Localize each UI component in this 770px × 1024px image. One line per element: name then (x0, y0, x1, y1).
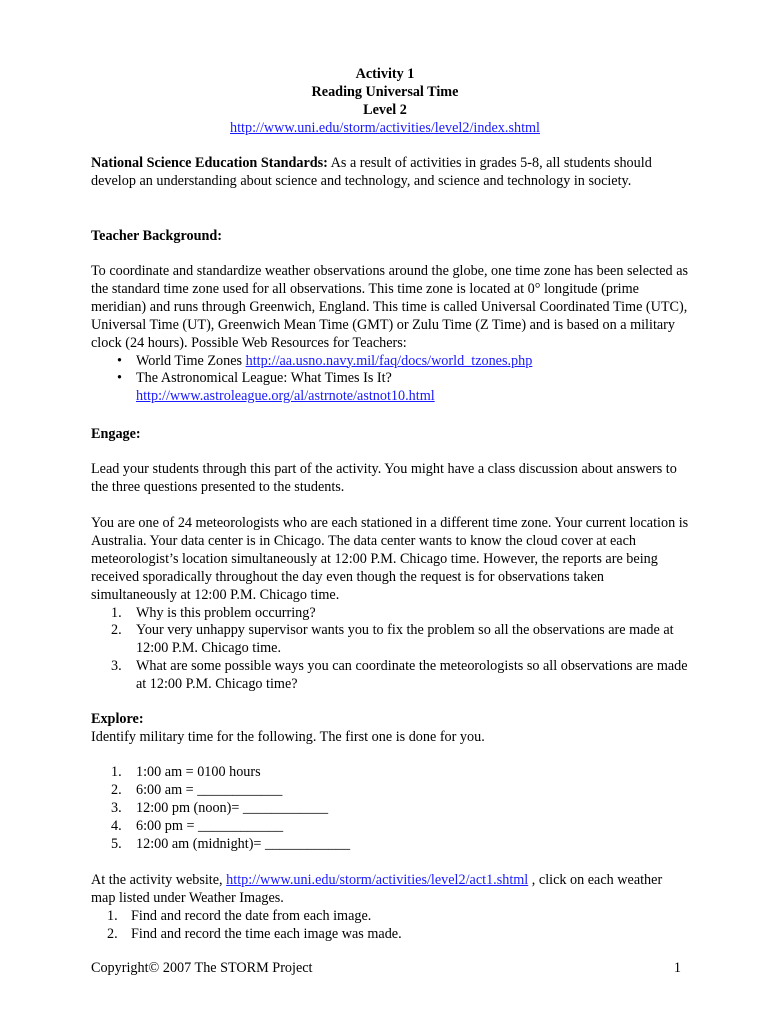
steps-list (91, 908, 689, 944)
list-number: 1. (111, 764, 122, 780)
list-item (91, 908, 689, 926)
resource-link[interactable]: http://www.astroleague.org/al/astrnote/astnot10.html (136, 388, 435, 405)
list-item (91, 764, 689, 782)
list-item (91, 800, 689, 818)
resource-link[interactable]: http://aa.usno.navy.mil/faq/docs/world_tzones.php (245, 352, 533, 369)
standards-paragraph (91, 155, 689, 191)
website-paragraph (91, 872, 689, 908)
list-number: 2. (107, 925, 118, 942)
step-text: Find and record the date from each image. (131, 907, 372, 924)
background-section (91, 263, 689, 406)
item-text: 6:00 pm = ____________ (136, 817, 284, 834)
activity-url-link[interactable]: http://www.uni.edu/storm/activities/level2/index.shtml (230, 120, 540, 136)
list-item (91, 836, 689, 854)
engage-heading: Engage: (91, 426, 141, 442)
list-item (91, 782, 689, 800)
question-text: Why is this problem occurring? (136, 604, 316, 621)
question-text: Your very unhappy supervisor wants you to fix the problem so all the observations are made at 12:00 P.M. Chicago time. (136, 622, 674, 657)
list-number: 4. (111, 817, 122, 834)
page-footer (91, 960, 681, 978)
list-number: 1. (107, 907, 118, 924)
engage-scenario: You are one of 24 meteorologists who are each stationed in a different time zone. Your current location is Australia. Your data center is in Chicago. The data center wants to know the cloud cover at each meteorologist’s location simultaneously at 12:00 P.M. Chicago time. However, the reports are being received sporadically throughout the day even though the request is for observations taken simultaneously at 12:00 P.M. Chicago time. (91, 515, 689, 603)
question-text: What are some possible ways you can coordinate the meteorologists so all observations are made at 12:00 P.M. Chicago time? (136, 658, 688, 693)
engage-scenario-section (91, 515, 689, 694)
item-text: 12:00 pm (noon)= ____________ (136, 799, 329, 816)
list-number: 3. (111, 658, 122, 675)
list-item (91, 926, 689, 944)
item-text: 1:00 am = 0100 hours (136, 764, 261, 780)
bullet: • (117, 370, 122, 387)
list-number: 2. (111, 622, 122, 639)
list-item (91, 622, 689, 658)
item-text: 12:00 am (midnight)= ____________ (136, 835, 351, 852)
bullet: • (117, 352, 122, 369)
background-paragraph: To coordinate and standardize weather observations around the globe, one time zone has been selected as the standard time zone used for all observations. This time zone is located at 0° longitude (prime meridian) and runs through Greenwich, England. This time is called Universal Coordinated Time (UTC), Universal Time (UT), Greenwich Mean Time (GMT) or Zulu Time (Z Time) and is based on a military clock (24 hours). Possible Web Resources for Teachers: (91, 263, 689, 351)
resource-list (91, 353, 689, 407)
standards-text: As a result of activities in grades 5-8, all students should develop an understanding about science and technology, and science and technology in society. (91, 155, 652, 189)
activity-level: Level 2 (363, 102, 407, 118)
standards-label: National Science Education Standards: (91, 155, 328, 171)
list-number: 5. (111, 835, 122, 852)
list-number: 2. (111, 781, 122, 798)
page-number: 1 (673, 960, 681, 976)
list-item (91, 605, 689, 623)
military-time-list (91, 764, 689, 854)
question-list (91, 605, 689, 695)
list-item (91, 658, 689, 694)
explore-instruction: Identify military time for the following. The first one is done for you. (91, 729, 485, 745)
list-number: 3. (111, 799, 122, 816)
activity-website-link[interactable]: http://www.uni.edu/storm/activities/level2/act1.shtml (226, 872, 529, 888)
header-link-row (0, 120, 770, 138)
website-prefix: At the activity website, (91, 872, 227, 888)
step-text: Find and record the time each image was made. (131, 925, 402, 942)
engage-intro: Lead your students through this part of the activity. You might have a class discussion about answers to the three questions presented to the students. (91, 461, 677, 495)
activity-subtitle: Reading Universal Time (311, 84, 459, 100)
list-item (91, 818, 689, 836)
website-section (91, 872, 689, 944)
resource-item (91, 353, 689, 371)
item-text: 6:00 am = ____________ (136, 781, 283, 798)
resource-text: The Astronomical League: What Times Is It? (136, 370, 392, 387)
explore-heading: Explore: (91, 711, 144, 727)
copyright-text: Copyright© 2007 The STORM Project (91, 960, 313, 976)
list-number: 1. (111, 604, 122, 621)
website-suffix: , click on each weather map listed under Weather Images. (91, 872, 663, 906)
military-time-section (91, 764, 689, 854)
resource-text: World Time Zones (136, 352, 246, 369)
background-heading: Teacher Background: (91, 228, 222, 244)
activity-title: Activity 1 (355, 66, 415, 82)
resource-item (91, 370, 689, 406)
